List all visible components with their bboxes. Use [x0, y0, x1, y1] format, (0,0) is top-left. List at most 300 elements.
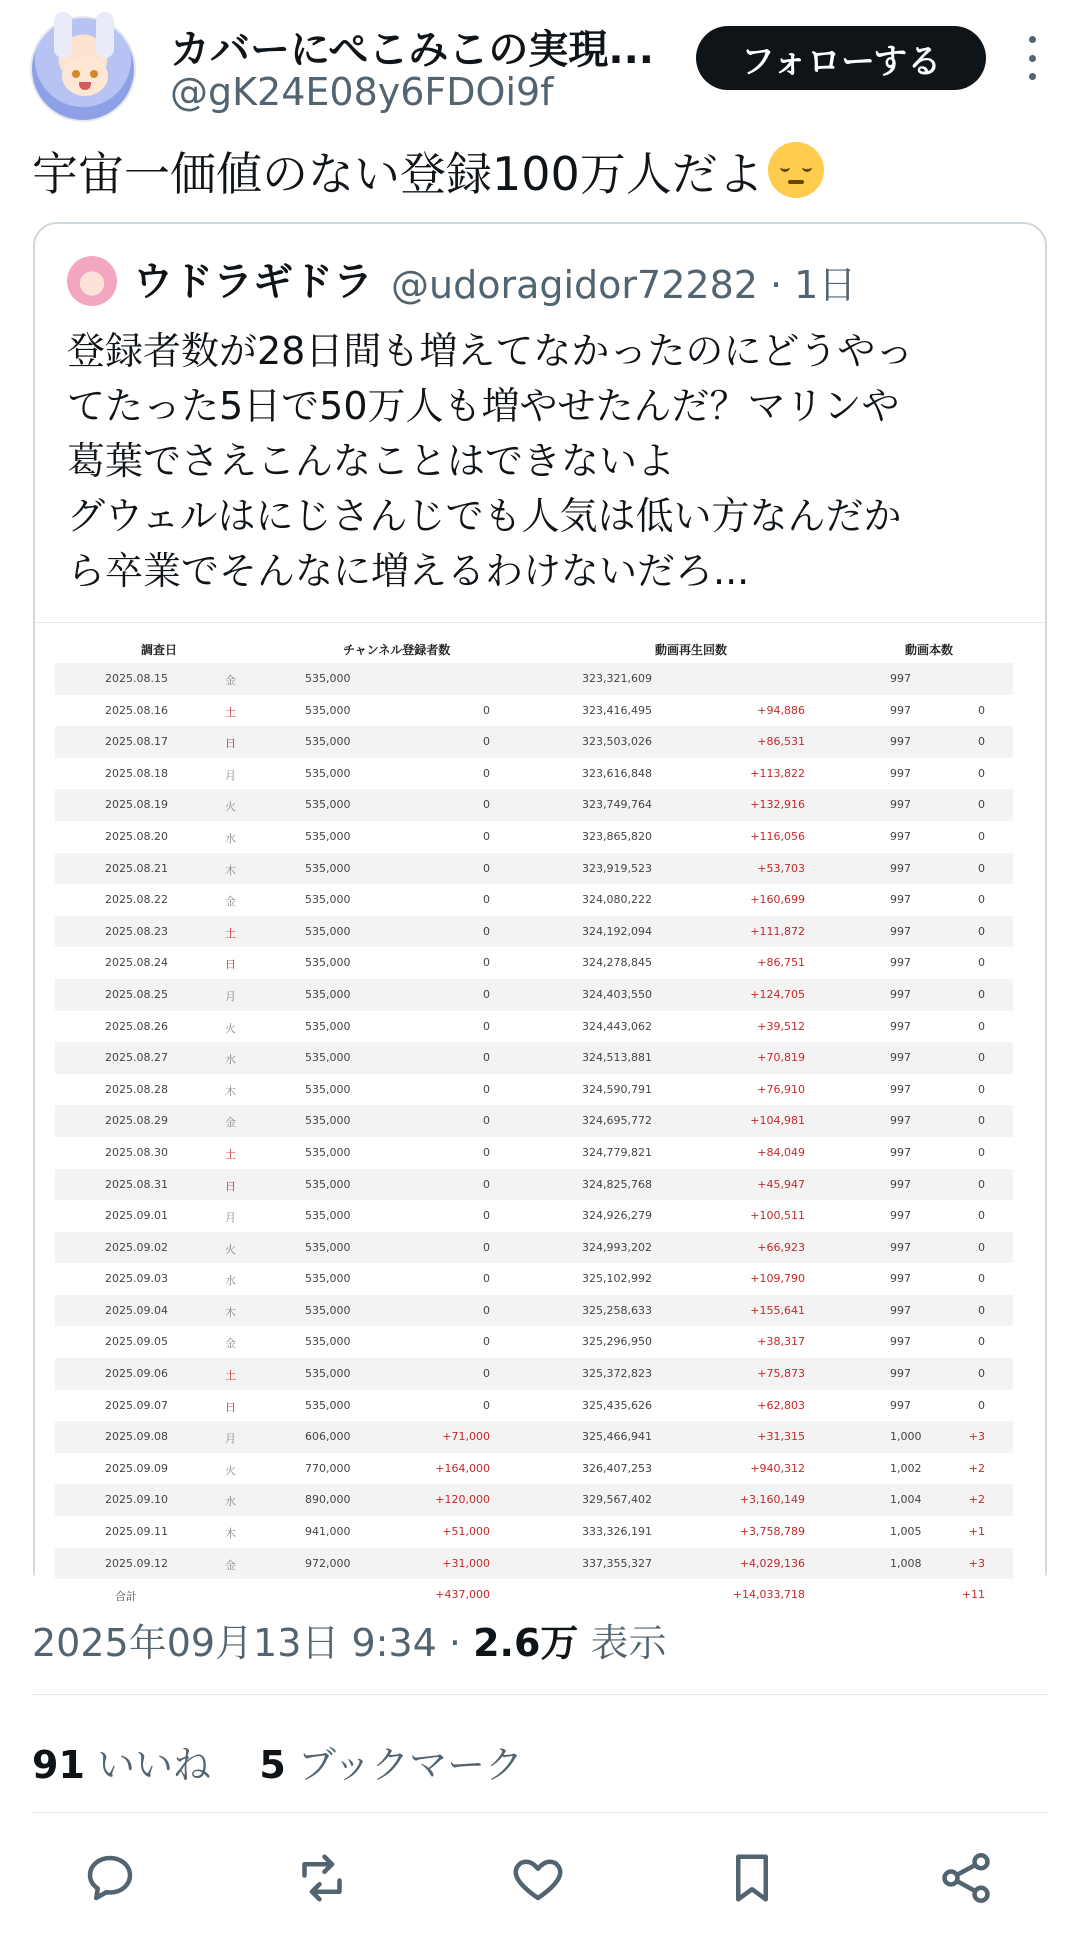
cell-views: 329,567,402 — [582, 1493, 652, 1507]
cell-date: 2025.08.20 — [105, 829, 168, 843]
cell-subscribers-delta: 0 — [483, 829, 490, 843]
cell-videos: 997 — [890, 1145, 911, 1159]
cell-date: 2025.08.29 — [105, 1114, 168, 1128]
cell-subscribers-delta: 0 — [483, 1272, 490, 1286]
header-videos: 動画本数 — [905, 643, 954, 657]
cell-views: 325,258,633 — [582, 1303, 652, 1317]
cell-weekday: 木 — [225, 1084, 236, 1098]
cell-videos: 997 — [890, 1082, 911, 1096]
like-icon[interactable] — [508, 1848, 568, 1908]
author-handle[interactable]: @gK24E08y6FDOi9f — [170, 70, 554, 114]
header-subs: チャンネル登録者数 — [343, 643, 451, 657]
cell-subscribers-delta: +120,000 — [435, 1493, 490, 1507]
cell-date: 2025.09.08 — [105, 1430, 168, 1444]
table-row — [55, 947, 1013, 979]
cell-views-delta: +3,160,149 — [739, 1493, 805, 1507]
cell-videos-delta: +2 — [968, 1461, 985, 1475]
cell-videos: 1,004 — [890, 1493, 922, 1507]
cell-videos-delta: 0 — [978, 1177, 985, 1191]
cell-videos: 997 — [890, 1335, 911, 1349]
cell-views-delta: +111,872 — [750, 924, 805, 938]
table-row — [55, 663, 1013, 695]
cell-views: 323,503,026 — [582, 735, 652, 749]
tweet-header — [30, 16, 1060, 120]
cell-views: 324,403,550 — [582, 987, 652, 1001]
cell-weekday: 土 — [225, 926, 236, 940]
cell-videos: 997 — [890, 1019, 911, 1033]
tweet-text — [32, 142, 1052, 205]
cell-views: 324,993,202 — [582, 1240, 652, 1254]
cell-views-delta: +155,641 — [750, 1303, 805, 1317]
cell-subscribers: 535,000 — [305, 1019, 351, 1033]
cell-videos: 997 — [890, 735, 911, 749]
cell-subscribers: 535,000 — [305, 1367, 351, 1381]
cell-subscribers: 535,000 — [305, 1082, 351, 1096]
cell-videos: 997 — [890, 1051, 911, 1065]
cell-subscribers: 535,000 — [305, 1177, 351, 1191]
cell-date: 2025.08.26 — [105, 1019, 168, 1033]
cell-videos-delta: 0 — [978, 1367, 985, 1381]
cell-videos: 997 — [890, 861, 911, 875]
bookmark-icon[interactable] — [722, 1848, 782, 1908]
likes-count[interactable]: 91 — [32, 1743, 85, 1787]
tweet-timestamp — [32, 1612, 667, 1667]
table-row — [55, 1137, 1013, 1169]
cell-videos: 997 — [890, 1177, 911, 1191]
cell-views-delta: +132,916 — [750, 798, 805, 812]
cell-subscribers-delta: 0 — [483, 1114, 490, 1128]
table-row — [55, 821, 1013, 853]
cell-views: 324,590,791 — [582, 1082, 652, 1096]
cell-views: 323,749,764 — [582, 798, 652, 812]
engagement-stats — [32, 1734, 523, 1789]
reply-icon[interactable] — [80, 1848, 140, 1908]
cell-views: 323,865,820 — [582, 829, 652, 843]
table-row — [55, 1011, 1013, 1043]
cell-subscribers-delta: 0 — [483, 1303, 490, 1317]
cell-subscribers: 535,000 — [305, 1335, 351, 1349]
cell-videos-delta: 0 — [978, 1335, 985, 1349]
quoted-author-name: ウドラギドラ — [133, 259, 373, 305]
cell-subscribers-delta: 0 — [483, 1240, 490, 1254]
cell-videos-delta: 0 — [978, 1303, 985, 1317]
table-row — [55, 1358, 1013, 1390]
cell-videos: 997 — [890, 987, 911, 1001]
cell-views-delta: +70,819 — [757, 1051, 805, 1065]
cell-date: 2025.08.16 — [105, 703, 168, 717]
table-row — [55, 1105, 1013, 1137]
table-row — [55, 1074, 1013, 1106]
cell-weekday: 水 — [225, 1274, 236, 1288]
timestamp-date: 2025年09月13日 9:34 · — [32, 1621, 474, 1665]
header-date: 調査日 — [141, 643, 178, 657]
pensive-face-emoji-icon — [768, 142, 824, 198]
cell-subscribers-delta: +164,000 — [435, 1461, 490, 1475]
cell-videos-delta: 0 — [978, 1051, 985, 1065]
cell-videos: 997 — [890, 924, 911, 938]
cell-subscribers: 535,000 — [305, 735, 351, 749]
cell-date: 2025.09.04 — [105, 1303, 168, 1317]
cell-videos-delta: 0 — [978, 987, 985, 1001]
cell-date: 2025.08.17 — [105, 735, 168, 749]
quoted-tweet[interactable] — [33, 222, 1047, 1604]
action-bar — [0, 1838, 1080, 1918]
cell-videos-delta: 0 — [978, 861, 985, 875]
cell-weekday: 木 — [225, 863, 236, 877]
cell-weekday: 火 — [225, 800, 236, 814]
table-row — [55, 1548, 1013, 1580]
cell-views-delta: +53,703 — [757, 861, 805, 875]
cell-subscribers: 535,000 — [305, 956, 351, 970]
cell-views-delta: +3,758,789 — [739, 1525, 805, 1539]
cell-subscribers: 941,000 — [305, 1525, 351, 1539]
cell-date: 2025.08.22 — [105, 893, 168, 907]
cell-views-delta: +75,873 — [757, 1367, 805, 1381]
cell-weekday: 土 — [225, 1147, 236, 1161]
cell-date: 2025.08.15 — [105, 672, 168, 685]
cell-subscribers: 535,000 — [305, 1209, 351, 1223]
cell-weekday: 日 — [225, 958, 236, 972]
cell-date: 2025.09.02 — [105, 1240, 168, 1254]
cell-videos: 997 — [890, 1114, 911, 1128]
table-row — [55, 1295, 1013, 1327]
table-row — [55, 1200, 1013, 1232]
quoted-author-meta: @udoragidor72282 · 1日 — [391, 263, 857, 307]
cell-views-delta: +113,822 — [750, 766, 805, 780]
table-row — [55, 979, 1013, 1011]
cell-weekday: 木 — [225, 1305, 236, 1319]
cell-views-delta: +76,910 — [757, 1082, 805, 1096]
quoted-author-avatar — [67, 256, 117, 306]
cell-views-delta: +124,705 — [750, 987, 805, 1001]
cell-views-delta: +160,699 — [750, 893, 805, 907]
cell-views-delta: +86,531 — [757, 735, 805, 749]
cell-videos-delta: 0 — [978, 703, 985, 717]
cell-videos-delta: +1 — [968, 1525, 985, 1539]
cell-subscribers: 535,000 — [305, 1272, 351, 1286]
cell-date: 2025.09.09 — [105, 1461, 168, 1475]
cell-videos: 997 — [890, 829, 911, 843]
cell-subscribers-delta: 0 — [483, 1209, 490, 1223]
cell-subscribers: 535,000 — [305, 861, 351, 875]
cell-videos-delta: 0 — [978, 1209, 985, 1223]
cell-subscribers: 535,000 — [305, 1240, 351, 1254]
cell-weekday: 金 — [225, 895, 236, 909]
cell-views: 324,443,062 — [582, 1019, 652, 1033]
table-row — [55, 1390, 1013, 1422]
cell-weekday: 金 — [225, 674, 236, 687]
views-label: 表示 — [578, 1621, 667, 1665]
table-row — [55, 1484, 1013, 1516]
cell-videos-delta: 0 — [978, 1240, 985, 1254]
cell-subscribers-delta: 0 — [483, 798, 490, 812]
cell-subscribers-delta: 0 — [483, 1145, 490, 1159]
cell-views: 324,513,881 — [582, 1051, 652, 1065]
table-row — [55, 726, 1013, 758]
cell-videos-delta: 0 — [978, 1398, 985, 1412]
cell-views: 325,372,823 — [582, 1367, 652, 1381]
cell-views: 324,779,821 — [582, 1145, 652, 1159]
quoted-text-line: 登録者数が28日間も増えてなかったのにどうやっ — [67, 329, 914, 373]
cell-date: 2025.09.11 — [105, 1525, 168, 1539]
cell-views: 324,695,772 — [582, 1114, 652, 1128]
cell-videos-delta: 0 — [978, 956, 985, 970]
table-row — [55, 916, 1013, 948]
table-row — [55, 1326, 1013, 1358]
cell-views-delta: +100,511 — [750, 1209, 805, 1223]
cell-subscribers-delta: 0 — [483, 703, 490, 717]
cell-videos: 997 — [890, 956, 911, 970]
cell-subscribers-delta: 0 — [483, 735, 490, 749]
cell-weekday: 金 — [225, 1337, 236, 1351]
cell-date: 2025.09.05 — [105, 1335, 168, 1349]
author-display-name[interactable]: カバーにぺこみこの実現... — [170, 27, 654, 73]
table-row — [55, 1169, 1013, 1201]
cell-weekday: 土 — [225, 1369, 236, 1383]
cell-subscribers: 535,000 — [305, 1051, 351, 1065]
cell-weekday: 月 — [225, 768, 236, 782]
cell-videos-delta: 0 — [978, 1272, 985, 1286]
cell-subscribers: 535,000 — [305, 1114, 351, 1128]
cell-subscribers-delta: 0 — [483, 861, 490, 875]
cell-date: 2025.08.21 — [105, 861, 168, 875]
views-count: 2.6万 — [473, 1621, 579, 1665]
cell-date: 2025.09.01 — [105, 1209, 168, 1223]
cell-videos-delta: 0 — [978, 798, 985, 812]
cell-weekday: 金 — [225, 1116, 236, 1130]
cell-subscribers: 535,000 — [305, 829, 351, 843]
table-row — [55, 758, 1013, 790]
cell-date: 2025.09.10 — [105, 1493, 168, 1507]
cell-views: 333,326,191 — [582, 1525, 652, 1539]
header-views: 動画再生回数 — [655, 643, 728, 657]
total-label: 合計 — [115, 1590, 137, 1604]
cell-views: 325,296,950 — [582, 1335, 652, 1349]
cell-subscribers-delta: 0 — [483, 1177, 490, 1191]
cell-subscribers: 535,000 — [305, 1145, 351, 1159]
cell-subscribers: 535,000 — [305, 1303, 351, 1317]
cell-videos: 997 — [890, 1303, 911, 1317]
cell-subscribers-delta: 0 — [483, 987, 490, 1001]
cell-date: 2025.08.18 — [105, 766, 168, 780]
cell-subscribers-delta: +31,000 — [442, 1556, 490, 1570]
table-body — [55, 663, 1013, 1611]
cell-subscribers-delta: +71,000 — [442, 1430, 490, 1444]
cell-date: 2025.08.25 — [105, 987, 168, 1001]
cell-date: 2025.09.12 — [105, 1556, 168, 1570]
cell-weekday: 日 — [225, 737, 236, 751]
cell-videos: 997 — [890, 1240, 911, 1254]
cell-weekday: 水 — [225, 831, 236, 845]
cell-views-delta: +94,886 — [757, 703, 805, 717]
table-row — [55, 1042, 1013, 1074]
cell-views: 326,407,253 — [582, 1461, 652, 1475]
quoted-text-line: ら卒業でそんなに増えるわけないだろ... — [67, 549, 750, 593]
cell-videos-delta: 0 — [978, 766, 985, 780]
cell-subscribers: 535,000 — [305, 798, 351, 812]
cell-weekday: 日 — [225, 1179, 236, 1193]
table-row — [55, 853, 1013, 885]
cell-date: 2025.08.28 — [105, 1082, 168, 1096]
cell-views: 324,825,768 — [582, 1177, 652, 1191]
quoted-text-line: てたった5日で50万人も増やせたんだ？マリンや — [67, 384, 900, 428]
cell-date: 2025.08.24 — [105, 956, 168, 970]
cell-videos: 997 — [890, 1272, 911, 1286]
bookmarks-count[interactable]: 5 — [259, 1743, 286, 1787]
cell-views-delta: +940,312 — [750, 1461, 805, 1475]
cell-videos: 997 — [890, 672, 911, 685]
cell-date: 2025.08.19 — [105, 798, 168, 812]
cell-videos-delta: 0 — [978, 1114, 985, 1128]
cell-views: 324,080,222 — [582, 893, 652, 907]
cell-videos: 997 — [890, 1367, 911, 1381]
cell-views: 325,435,626 — [582, 1398, 652, 1412]
cell-views-delta: +86,751 — [757, 956, 805, 970]
cell-views-delta: +31,315 — [757, 1430, 805, 1444]
cell-views: 323,321,609 — [582, 672, 652, 685]
cell-views: 324,926,279 — [582, 1209, 652, 1223]
cell-views-delta: +66,923 — [757, 1240, 805, 1254]
cell-date: 2025.09.06 — [105, 1367, 168, 1381]
cell-views-delta: +84,049 — [757, 1145, 805, 1159]
cell-views: 325,466,941 — [582, 1430, 652, 1444]
table-row — [55, 1263, 1013, 1295]
cell-views: 323,616,848 — [582, 766, 652, 780]
cell-weekday: 月 — [225, 1211, 236, 1225]
quoted-text-line: 葛葉でさえこんなことはできないよ — [67, 439, 676, 483]
total-subscribers-delta: +437,000 — [435, 1588, 490, 1602]
likes-label[interactable]: いいね — [84, 1743, 211, 1787]
cell-subscribers-delta: 0 — [483, 1367, 490, 1381]
cell-date: 2025.09.07 — [105, 1398, 168, 1412]
cell-weekday: 木 — [225, 1527, 236, 1541]
cell-views: 337,355,327 — [582, 1556, 652, 1570]
share-icon[interactable] — [936, 1848, 996, 1908]
cell-videos: 1,008 — [890, 1556, 922, 1570]
cell-subscribers-delta: 0 — [483, 956, 490, 970]
cell-weekday: 火 — [225, 1463, 236, 1477]
cell-videos: 1,002 — [890, 1461, 922, 1475]
cell-views-delta: +4,029,136 — [739, 1556, 805, 1570]
cell-videos-delta: 0 — [978, 735, 985, 749]
cell-videos-delta: +3 — [968, 1556, 985, 1570]
cell-subscribers-delta: 0 — [483, 1019, 490, 1033]
bookmarks-label[interactable]: ブックマーク — [285, 1743, 524, 1787]
more-options-icon[interactable] — [1024, 36, 1040, 80]
cell-weekday: 月 — [225, 989, 236, 1003]
table-row — [55, 1421, 1013, 1453]
cell-subscribers: 890,000 — [305, 1493, 351, 1507]
cell-videos-delta: 0 — [978, 1082, 985, 1096]
cell-date: 2025.08.31 — [105, 1177, 168, 1191]
cell-videos-delta: +3 — [968, 1430, 985, 1444]
total-videos-delta: +11 — [961, 1588, 985, 1602]
cell-videos-delta: 0 — [978, 1019, 985, 1033]
cell-subscribers: 972,000 — [305, 1556, 351, 1570]
table-row — [55, 695, 1013, 727]
cell-views-delta: +38,317 — [757, 1335, 805, 1349]
table-row — [55, 1453, 1013, 1485]
tweet-body: 宇宙一価値のない登録100万人だよ — [32, 147, 764, 201]
cell-videos-delta: 0 — [978, 924, 985, 938]
table-row — [55, 1516, 1013, 1548]
cell-videos: 1,005 — [890, 1525, 922, 1539]
cell-date: 2025.08.27 — [105, 1051, 168, 1065]
cell-videos: 1,000 — [890, 1430, 922, 1444]
cell-views-delta: +116,056 — [750, 829, 805, 843]
cell-views: 323,919,523 — [582, 861, 652, 875]
table-row — [55, 1232, 1013, 1264]
cell-subscribers-delta: 0 — [483, 1335, 490, 1349]
total-views-delta: +14,033,718 — [732, 1588, 805, 1602]
cell-views-delta: +109,790 — [750, 1272, 805, 1286]
cell-videos: 997 — [890, 703, 911, 717]
table-row — [55, 789, 1013, 821]
cell-videos: 997 — [890, 1209, 911, 1223]
cell-subscribers-delta: +51,000 — [442, 1525, 490, 1539]
cell-videos: 997 — [890, 893, 911, 907]
cell-views: 323,416,495 — [582, 703, 652, 717]
quoted-tweet-text — [67, 324, 1027, 599]
cell-subscribers-delta: 0 — [483, 924, 490, 938]
cell-subscribers: 535,000 — [305, 1398, 351, 1412]
cell-videos: 997 — [890, 798, 911, 812]
cell-views: 324,192,094 — [582, 924, 652, 938]
cell-views: 325,102,992 — [582, 1272, 652, 1286]
cell-subscribers-delta: 0 — [483, 893, 490, 907]
cell-weekday: 火 — [225, 1242, 236, 1256]
cell-subscribers-delta: 0 — [483, 1082, 490, 1096]
cell-videos-delta: +2 — [968, 1493, 985, 1507]
cell-date: 2025.09.03 — [105, 1272, 168, 1286]
cell-views-delta: +39,512 — [757, 1019, 805, 1033]
table-total-row — [55, 1579, 1013, 1611]
divider — [32, 1812, 1048, 1813]
cell-views: 324,278,845 — [582, 956, 652, 970]
cell-videos: 997 — [890, 766, 911, 780]
quoted-text-line: グウェルはにじさんじでも人気は低い方なんだか — [67, 494, 902, 538]
cell-weekday: 火 — [225, 1021, 236, 1035]
cell-date: 2025.08.30 — [105, 1145, 168, 1159]
cell-subscribers: 535,000 — [305, 893, 351, 907]
author-avatar[interactable] — [30, 16, 136, 122]
cell-videos-delta: 0 — [978, 829, 985, 843]
cell-subscribers: 535,000 — [305, 924, 351, 938]
quoted-image-table[interactable] — [35, 622, 1045, 1604]
cell-weekday: 日 — [225, 1400, 236, 1414]
cell-subscribers-delta: 0 — [483, 1051, 490, 1065]
cell-subscribers-delta: 0 — [483, 1398, 490, 1412]
cell-weekday: 水 — [225, 1053, 236, 1067]
cell-subscribers: 606,000 — [305, 1430, 351, 1444]
cell-videos: 997 — [890, 1398, 911, 1412]
cell-subscribers: 535,000 — [305, 987, 351, 1001]
cell-videos-delta: 0 — [978, 1145, 985, 1159]
cell-subscribers: 535,000 — [305, 703, 351, 717]
cell-videos-delta: 0 — [978, 893, 985, 907]
cell-weekday: 金 — [225, 1558, 236, 1572]
repost-icon[interactable] — [292, 1848, 352, 1908]
cell-views-delta: +45,947 — [757, 1177, 805, 1191]
cell-subscribers-delta: 0 — [483, 766, 490, 780]
follow-button[interactable]: フォローする — [696, 26, 986, 90]
cell-weekday: 水 — [225, 1495, 236, 1509]
cell-subscribers: 535,000 — [305, 672, 351, 685]
cell-subscribers: 770,000 — [305, 1461, 351, 1475]
cell-views-delta: +62,803 — [757, 1398, 805, 1412]
divider — [32, 1694, 1048, 1695]
cell-weekday: 月 — [225, 1432, 236, 1446]
